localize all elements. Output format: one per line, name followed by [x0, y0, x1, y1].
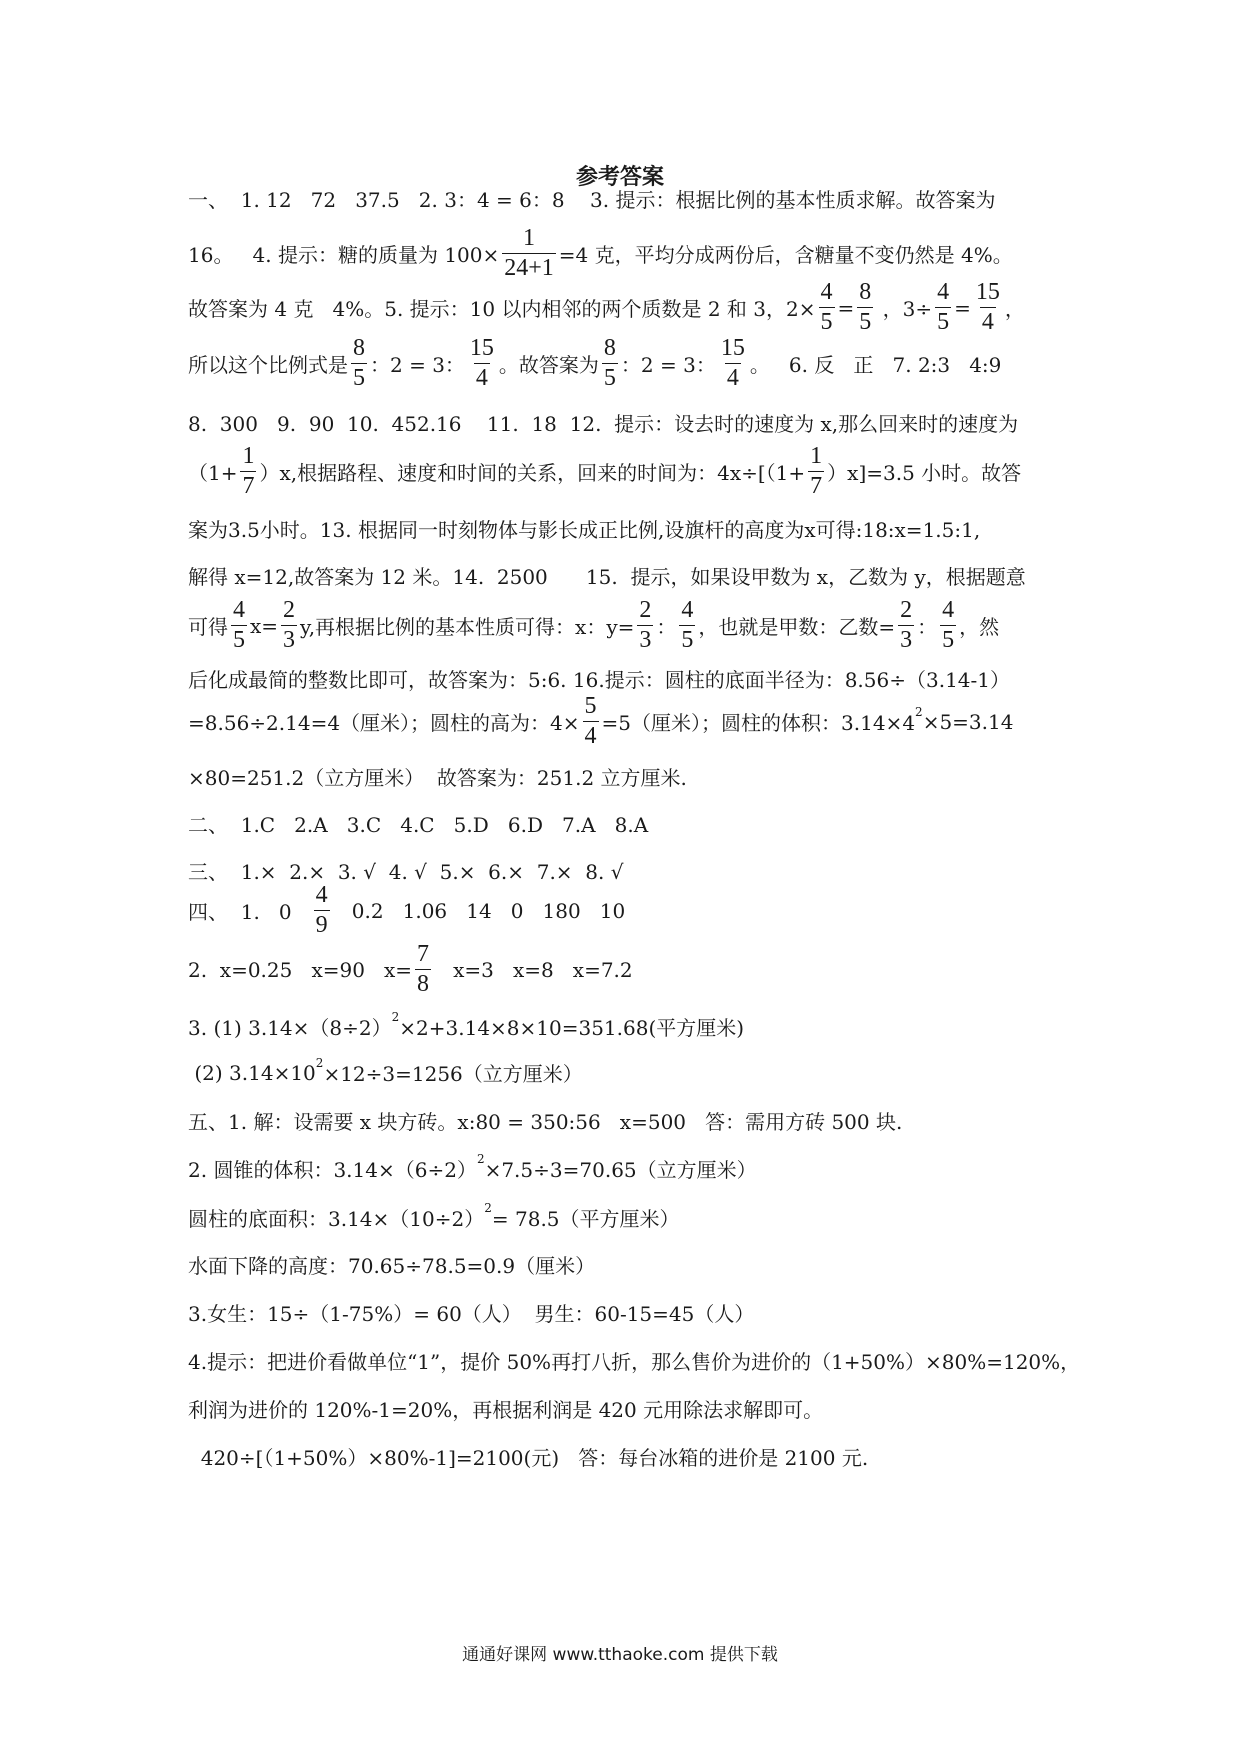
fraction: $\frac{2}{3}$ [639, 597, 652, 654]
text: 所以这个比例式是 [188, 353, 348, 378]
text: ）x,根据路程、速度和时间的关系，回来的时间为：4x÷[（1+ [259, 461, 806, 486]
text: ×80=251.2（立方厘米） 故答案为：251.2 立方厘米. [188, 766, 687, 790]
text: 解得 x=12,故答案为 12 米。14. 2500 15. 提示，如果设甲数为 x，乙数为 y，根据题意 [188, 565, 1026, 589]
text: ×5=3.14 [922, 709, 1014, 734]
text: 四、 1. 0 [188, 900, 311, 925]
text: 故答案为 4 克 4%。5. 提示：10 以内相邻的两个质数是 2 和 3，2× [188, 297, 816, 322]
section-1-line-2 [188, 226, 1088, 281]
footer-credit: 通通好课网 www.tthaoke.com 提供下载 [462, 1645, 778, 1665]
text: 3. (1) 3.14×（8÷2） [188, 1016, 392, 1040]
superscript: 2 [476, 1151, 485, 1166]
superscript: 2 [315, 1055, 324, 1070]
text: 420÷[（1+50%）×80%-1]=2100(元) 答：每台冰箱的进价是 2100 元. [188, 1446, 869, 1470]
text: 水面下降的高度：70.65÷78.5=0.9（厘米） [188, 1254, 596, 1278]
text: 五、1. 解：设需要 x 块方砖。x:80 = 350:56 x=500 答：需用方砖 500 块. [188, 1110, 903, 1134]
text: 可得 [188, 615, 228, 640]
text: ，也就是甲数：乙数= [698, 615, 896, 640]
section-4-line-3 [188, 1009, 1088, 1041]
section-5-line-3 [188, 1200, 1088, 1232]
text: ：2 = 3： [620, 353, 716, 378]
fraction: $\frac{4}{5}$ [681, 597, 694, 654]
text: y,再根据比例的基本性质可得：x：y= [300, 615, 635, 640]
text: ，然 [959, 615, 1000, 640]
text: ： [917, 615, 938, 640]
text: = [954, 295, 971, 320]
text: 2. 圆锥的体积：3.14×（6÷2） [188, 1158, 477, 1182]
fraction: $\frac{15}{4}$ [975, 279, 1000, 336]
fraction: $\frac{4}{9}$ [315, 882, 328, 939]
text: （1+ [188, 461, 238, 486]
text: 3.女生：15÷（1-75%）= 60（人） 男生：60-15=45（人） [188, 1302, 755, 1326]
superscript: 2 [484, 1200, 492, 1215]
section-5-line-7 [188, 1394, 1088, 1423]
fraction: $\frac{4}{5}$ [942, 597, 955, 654]
section-5-line-5 [188, 1298, 1088, 1327]
fraction: $\frac{1}{24+1}$ [504, 225, 554, 282]
section-4-line-1 [188, 883, 1088, 938]
text: ）x]=3.5 小时。故答 [827, 461, 1022, 486]
section-5-line-4 [188, 1250, 1088, 1279]
text: ： [656, 615, 677, 640]
text: ×2+3.14×8×10=351.68(平方厘米) [399, 1016, 745, 1040]
text: 。 6. 反 正 7. 2:3 4:9 [749, 353, 1002, 378]
fraction: $\frac{8}{5}$ [859, 279, 872, 336]
text: 4.提示：把进价看做单位“1”，提价 50%再打八折，那么售价为进价的（1+50%）×80%=120%， [188, 1350, 1081, 1374]
fraction: $\frac{7}{8}$ [417, 941, 430, 998]
fraction: $\frac{4}{5}$ [820, 279, 833, 336]
text: 0.2 1.06 14 0 180 10 [332, 898, 626, 923]
text: (2) 3.14×10 [188, 1060, 316, 1085]
text: ，3÷ [876, 297, 933, 322]
section-1-line-10 [188, 664, 1088, 693]
section-3-line [188, 856, 1088, 885]
text: ×7.5÷3=70.65（立方厘米） [484, 1158, 757, 1182]
section-5-line-6 [188, 1346, 1088, 1375]
section-1-line-4 [188, 336, 1088, 391]
text: x=3 x=8 x=7.2 [434, 957, 633, 982]
superscript: 2 [915, 704, 923, 719]
fraction: $\frac{1}{7}$ [242, 443, 255, 500]
text: =8.56÷2.14=4（厘米）；圆柱的高为：4× [188, 711, 580, 736]
text: 圆柱的底面积：3.14×（10÷2） [188, 1207, 485, 1231]
text: x= [250, 613, 279, 638]
fraction: $\frac{4}{5}$ [233, 597, 245, 654]
text: = [837, 295, 855, 320]
section-1-line-5 [188, 408, 1088, 437]
fraction: $\frac{15}{4}$ [469, 335, 494, 392]
section-4-line-2 [188, 942, 1088, 997]
fraction: $\frac{2}{3}$ [900, 597, 913, 654]
section-1-line-1 [188, 184, 1088, 213]
section-4-line-4 [188, 1055, 1088, 1087]
section-5-line-2 [188, 1151, 1088, 1183]
fraction: $\frac{1}{7}$ [810, 443, 823, 500]
text: ， [1004, 297, 1025, 322]
text: =5（厘米）；圆柱的体积：3.14×4 [601, 711, 916, 736]
text: 三、 1.× 2.× 3. √ 4. √ 5.× 6.× 7.× 8. √ [188, 860, 624, 884]
text: 。故答案为 [498, 353, 599, 378]
fraction: $\frac{4}{5}$ [937, 279, 950, 336]
fraction: $\frac{8}{5}$ [353, 335, 365, 392]
text: = 78.5（平方厘米） [491, 1207, 680, 1231]
section-1-line-9 [188, 598, 1088, 653]
section-5-line-1 [188, 1106, 1088, 1135]
section-5-line-8 [188, 1442, 1088, 1471]
fraction: $\frac{8}{5}$ [603, 335, 616, 392]
fraction: $\frac{5}{4}$ [584, 693, 597, 750]
section-1-line-3 [188, 280, 1088, 335]
text: 16。 4. 提示：糖的质量为 100× [188, 243, 500, 268]
text: 二、 1.C 2.A 3.C 4.C 5.D 6.D 7.A 8.A [188, 813, 649, 837]
section-2-line [188, 809, 1088, 838]
fraction: $\frac{2}{3}$ [283, 597, 296, 654]
text: 8. 300 9. 90 10. 452.16 11. 18 12. 提示：设去时的速度为 x,那么回来时的速度为 [188, 412, 1019, 436]
text: 2. x=0.25 x=90 x= [188, 957, 413, 982]
text: 一、 1. 12 72 37.5 2. 3：4 = 6：8 3. 提示：根据比例的基本性质求解。故答案为 [188, 188, 996, 212]
text: =4 克，平均分成两份后，含糖量不变仍然是 4%。 [558, 243, 1013, 268]
section-1-line-8 [188, 561, 1088, 590]
text: 案为3.5小时。13. 根据同一时刻物体与影长成正比例,设旗杆的高度为x可得:18:x=1.5:1, [188, 518, 981, 542]
section-1-line-11 [188, 694, 1088, 749]
section-1-line-12 [188, 762, 1088, 791]
text: ×12÷3=1256（立方厘米） [323, 1062, 583, 1086]
section-1-line-7 [188, 514, 1088, 543]
text: 后化成最简的整数比即可，故答案为：5:6. 16.提示：圆柱的底面半径为：8.56÷（3.14-1） [188, 668, 1011, 692]
section-1-line-6 [188, 444, 1088, 499]
fraction: $\frac{15}{4}$ [720, 335, 745, 392]
superscript: 2 [391, 1009, 400, 1024]
text: 利润为进价的 120%-1=20%，再根据利润是 420 元用除法求解即可。 [188, 1398, 824, 1422]
page-title: 参考答案 [575, 165, 664, 190]
text: ：2 = 3： [370, 353, 465, 378]
